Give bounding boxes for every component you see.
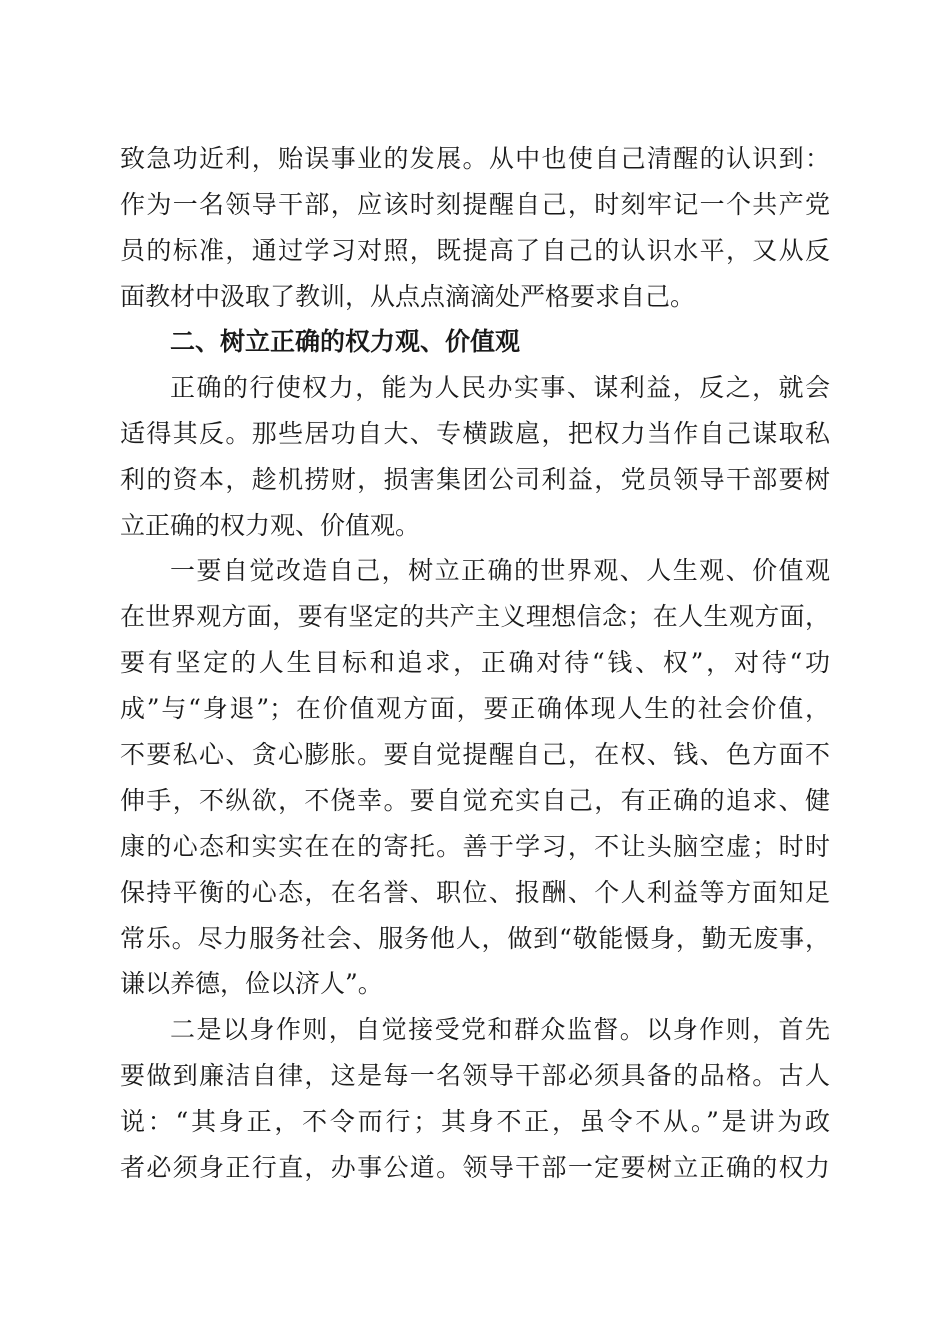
paragraph-line: 伸手，不纵欲，不侥幸。要自觉充实自己，有正确的追求、健 [120, 786, 830, 815]
paragraph-line: 作为一名领导干部，应该时刻提醒自己，时刻牢记一个共产党 [120, 190, 830, 219]
paragraph-line: 利的资本，趁机捞财，损害集团公司利益，党员领导干部要树 [120, 465, 830, 494]
paragraph-line: 正确的行使权力，能为人民办实事、谋利益，反之，就会 [170, 373, 830, 402]
paragraph-line: 员的标准，通过学习对照，既提高了自己的认识水平，又从反 [120, 236, 830, 265]
paragraph-line: 者必须身正行直，办事公道。领导干部一定要树立正确的权力 [120, 1153, 830, 1182]
paragraph-line: 保持平衡的心态，在名誉、职位、报酬、个人利益等方面知足 [120, 878, 830, 907]
paragraph-line: 谦以养德，俭以济人”。 [120, 969, 383, 998]
paragraph-line: 要有坚定的人生目标和追求，正确对待“钱、权”，对待“功 [120, 648, 830, 677]
paragraph-line: 在世界观方面，要有坚定的共产主义理想信念；在人生观方面， [120, 602, 830, 631]
section-heading: 二、树立正确的权力观、价值观 [170, 327, 521, 356]
paragraph-line: 一要自觉改造自己，树立正确的世界观、人生观、价值观 [170, 556, 830, 585]
paragraph-line: 面教材中汲取了教训，从点点滴滴处严格要求自己。 [120, 282, 696, 311]
paragraph-line: 康的心态和实实在在的寄托。善于学习，不让头脑空虚；时时 [120, 832, 830, 861]
paragraph-line: 成”与“身退”；在价值观方面，要正确体现人生的社会价值， [120, 694, 830, 723]
paragraph-line: 常乐。尽力服务社会、服务他人，做到“敬能慑身，勤无废事， [120, 924, 830, 953]
paragraph-line: 致急功近利，贻误事业的发展。从中也使自己清醒的认识到： [120, 144, 830, 173]
paragraph-line: 不要私心、贪心膨胀。要自觉提醒自己，在权、钱、色方面不 [120, 740, 830, 769]
paragraph-line: 二是以身作则，自觉接受党和群众监督。以身作则，首先 [170, 1015, 830, 1044]
paragraph-line: 说：“其身正，不令而行；其身不正，虽令不从。”是讲为政 [120, 1107, 830, 1136]
paragraph-line: 立正确的权力观、价值观。 [120, 511, 421, 540]
paragraph-line: 要做到廉洁自律，这是每一名领导干部必须具备的品格。古人 [120, 1061, 830, 1090]
paragraph-line: 适得其反。那些居功自大、专横跋扈，把权力当作自己谋取私 [120, 419, 830, 448]
